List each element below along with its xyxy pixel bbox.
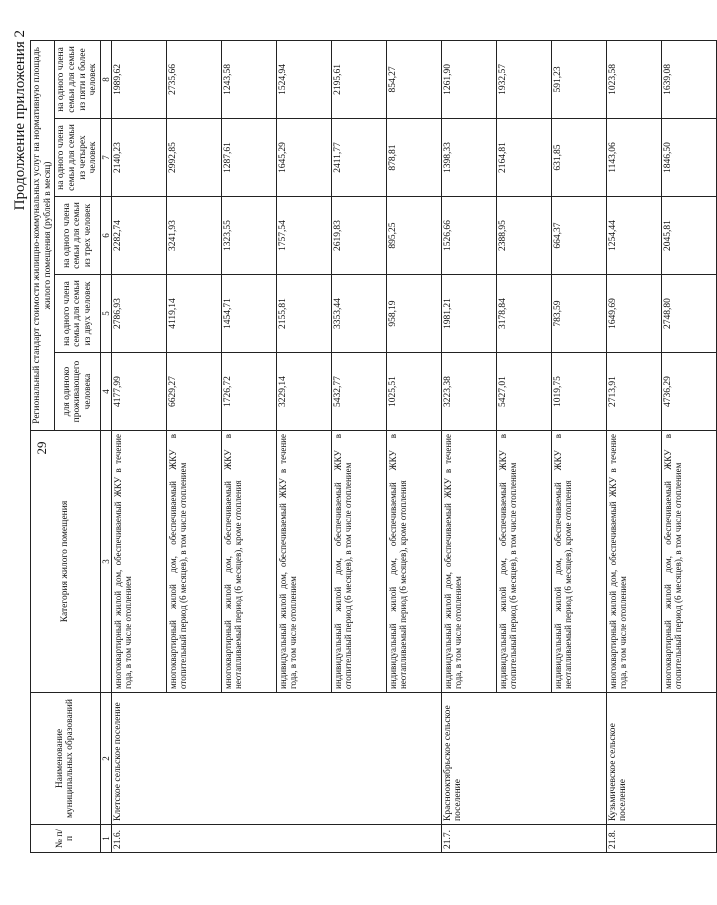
value-cell: 1243,58 bbox=[221, 40, 276, 118]
value-cell: 2282,74 bbox=[111, 197, 166, 275]
category-cell: многоквартирный жилой дом, обеспечиваемый ЖКУ в неотапливаемый период (6 месяцев), кроме отопления bbox=[221, 431, 276, 693]
value-cell: 2992,85 bbox=[166, 119, 221, 197]
row-index: 21.6. bbox=[111, 825, 441, 853]
value-cell: 2619,83 bbox=[331, 197, 386, 275]
col-number: 4 bbox=[100, 353, 111, 431]
table-row bbox=[606, 40, 661, 852]
value-cell: 4736,29 bbox=[661, 353, 716, 431]
header-sub-5: на одного члена семьи для семьи из пяти и более человек bbox=[55, 40, 101, 118]
municipality-name: Краснооктябрьское сельское поселение bbox=[441, 693, 606, 825]
value-cell: 2195,61 bbox=[331, 40, 386, 118]
value-cell: 1287,61 bbox=[221, 119, 276, 197]
col-number: 3 bbox=[100, 431, 111, 693]
value-cell: 1932,57 bbox=[496, 40, 551, 118]
category-cell: многоквартирный жилой дом, обеспечиваемый ЖКУ в отопительный период (6 месяцев), в том числе отоплением bbox=[166, 431, 221, 693]
category-cell: многоквартирный жилой дом, обеспечиваемый ЖКУ в течение года, в том числе отоплением bbox=[111, 431, 166, 693]
col-number: 2 bbox=[100, 693, 111, 825]
value-cell: 2155,81 bbox=[276, 275, 331, 353]
value-cell: 2411,77 bbox=[331, 119, 386, 197]
header-sub-4: на одного члена семьи для семьи из четырех человек bbox=[55, 119, 101, 197]
category-cell: индивидуальный жилой дом, обеспечиваемый ЖКУ в неотапливаемый период (6 месяцев), кроме отопления bbox=[386, 431, 441, 693]
value-cell: 3229,14 bbox=[276, 353, 331, 431]
value-cell: 631,85 bbox=[551, 119, 606, 197]
value-cell: 4177,99 bbox=[111, 353, 166, 431]
value-cell: 854,27 bbox=[386, 40, 441, 118]
value-cell: 3223,38 bbox=[441, 353, 496, 431]
category-cell: индивидуальный жилой дом, обеспечиваемый ЖКУ в неотапливаемый период (6 месяцев), кроме отопления bbox=[551, 431, 606, 693]
value-cell: 1323,55 bbox=[221, 197, 276, 275]
value-cell: 591,23 bbox=[551, 40, 606, 118]
value-cell: 664,37 bbox=[551, 197, 606, 275]
municipality-name: Клетское сельское поселение bbox=[111, 693, 441, 825]
col-number: 7 bbox=[100, 119, 111, 197]
value-cell: 1645,29 bbox=[276, 119, 331, 197]
category-cell: индивидуальный жилой дом, обеспечиваемый ЖКУ в отопительный период (6 месяцев), в том числе отоплением bbox=[331, 431, 386, 693]
value-cell: 6629,27 bbox=[166, 353, 221, 431]
page-number: 29 bbox=[34, 441, 49, 455]
value-cell: 3241,93 bbox=[166, 197, 221, 275]
category-cell: многоквартирный жилой дом, обеспечиваемый ЖКУ в течение года, в том числе отоплением bbox=[606, 431, 661, 693]
value-cell: 1649,69 bbox=[606, 275, 661, 353]
value-cell: 1526,66 bbox=[441, 197, 496, 275]
value-cell: 5432,77 bbox=[331, 353, 386, 431]
value-cell: 895,25 bbox=[386, 197, 441, 275]
value-cell: 1989,62 bbox=[111, 40, 166, 118]
value-cell: 1254,44 bbox=[606, 197, 661, 275]
header-sub-1: для одиноко проживающего человека bbox=[55, 353, 101, 431]
category-cell: индивидуальный жилой дом, обеспечиваемый ЖКУ в течение года, в том числе отоплением bbox=[276, 431, 331, 693]
table-row bbox=[111, 40, 166, 852]
value-cell: 783,59 bbox=[551, 275, 606, 353]
value-cell: 3353,44 bbox=[331, 275, 386, 353]
col-number: 5 bbox=[100, 275, 111, 353]
value-cell: 2388,95 bbox=[496, 197, 551, 275]
value-cell: 1639,08 bbox=[661, 40, 716, 118]
value-cell: 2748,80 bbox=[661, 275, 716, 353]
value-cell: 1726,72 bbox=[221, 353, 276, 431]
value-cell: 2735,66 bbox=[166, 40, 221, 118]
header-group: Региональный стандарт стоимости жилищно-коммунальных услуг на нормативную площадь жилого помещения (рублей в месяц) bbox=[31, 40, 55, 430]
municipality-name: Кузьмичевское сельское поселение bbox=[606, 693, 716, 825]
value-cell: 958,19 bbox=[386, 275, 441, 353]
row-index: 21.7. bbox=[441, 825, 606, 853]
row-index: 21.8. bbox=[606, 825, 716, 853]
value-cell: 1981,21 bbox=[441, 275, 496, 353]
value-cell: 4119,14 bbox=[166, 275, 221, 353]
value-cell: 1023,58 bbox=[606, 40, 661, 118]
value-cell: 2164,81 bbox=[496, 119, 551, 197]
header-category: Категория жилого помещения bbox=[31, 431, 101, 693]
value-cell: 5427,01 bbox=[496, 353, 551, 431]
header-sub-2: на одного члена семьи для семьи из двух человек bbox=[55, 275, 101, 353]
table-row bbox=[441, 40, 496, 852]
value-cell: 1757,54 bbox=[276, 197, 331, 275]
value-cell: 1454,71 bbox=[221, 275, 276, 353]
value-cell: 2140,23 bbox=[111, 119, 166, 197]
value-cell: 1524,94 bbox=[276, 40, 331, 118]
value-cell: 2786,93 bbox=[111, 275, 166, 353]
header-municipality: Наименование муниципальных образований bbox=[31, 693, 101, 825]
value-cell: 1398,33 bbox=[441, 119, 496, 197]
header-sub-3: на одного члена семьи для семьи из трех человек bbox=[55, 197, 101, 275]
value-cell: 1019,75 bbox=[551, 353, 606, 431]
col-number: 1 bbox=[100, 825, 111, 853]
value-cell: 878,81 bbox=[386, 119, 441, 197]
category-cell: индивидуальный жилой дом, обеспечиваемый ЖКУ в течение года, в том числе отоплением bbox=[441, 431, 496, 693]
appendix-title: Продолжение приложения 2 bbox=[12, 30, 28, 211]
value-cell: 2713,91 bbox=[606, 353, 661, 431]
col-number: 6 bbox=[100, 197, 111, 275]
value-cell: 1143,06 bbox=[606, 119, 661, 197]
value-cell: 1261,90 bbox=[441, 40, 496, 118]
value-cell: 1846,50 bbox=[661, 119, 716, 197]
category-cell: индивидуальный жилой дом, обеспечиваемый ЖКУ в отопительный период (6 месяцев), в том числе отоплением bbox=[496, 431, 551, 693]
value-cell: 1025,51 bbox=[386, 353, 441, 431]
value-cell: 2045,81 bbox=[661, 197, 716, 275]
header-index: № п/п bbox=[31, 825, 101, 853]
standards-table bbox=[30, 40, 717, 853]
value-cell: 3178,84 bbox=[496, 275, 551, 353]
col-number: 8 bbox=[100, 40, 111, 118]
category-cell: многоквартирный жилой дом, обеспечиваемый ЖКУ в отопительный период (6 месяцев), в том числе отоплением bbox=[661, 431, 716, 693]
